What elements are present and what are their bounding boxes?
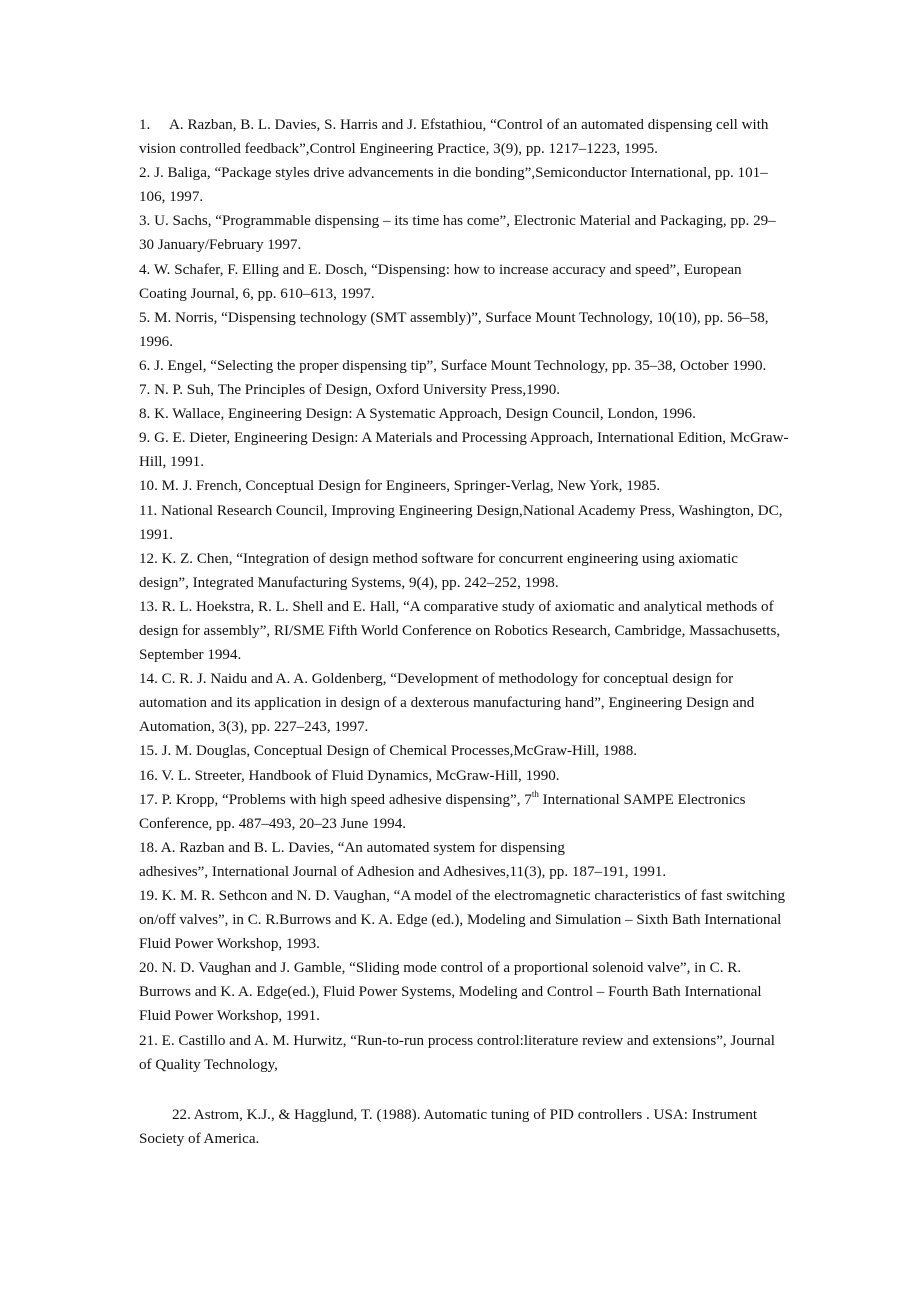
- paragraph-gap: [139, 1077, 789, 1103]
- reference-item: 13. R. L. Hoekstra, R. L. Shell and E. Hall, “A comparative study of axiomatic and analytical methods of design for assembly”, RI/SME Fifth World Conference on Robotics Research, Cambridge, Massachusetts, September 1994.: [139, 598, 781, 664]
- reference-item: 16. V. L. Streeter, Handbook of Fluid Dynamics, McGraw-Hill, 1990.: [139, 767, 560, 784]
- reference-item: 2. J. Baliga, “Package styles drive advancements in die bonding”,Semiconductor International, pp. 101–106, 1997.: [139, 165, 768, 206]
- reference-item: 14. C. R. J. Naidu and A. A. Goldenberg, “Development of methodology for conceptual design for automation and its application in design of a dexterous manufacturing hand”, Engineering Design and Automation, 3(3), pp. 227–243, 1997.: [139, 671, 755, 736]
- reference-item: [139, 788, 789, 836]
- reference-item: 3. U. Sachs, “Programmable dispensing – its time has come”, Electronic Material and Packaging, pp. 29–30 January/February 1997.: [139, 213, 776, 254]
- reference-item: 6. J. Engel, “Selecting the proper dispensing tip”, Surface Mount Technology, pp. 35–38, October 1990.: [139, 357, 767, 374]
- reference-item: 15. J. M. Douglas, Conceptual Design of Chemical Processes,McGraw-Hill, 1988.: [139, 743, 638, 760]
- reference-number: 1.: [139, 117, 151, 133]
- reference-item: 12. K. Z. Chen, “Integration of design method software for concurrent engineering using axiomatic design”, Integrated Manufacturing Systems, 9(4), pp. 242–252, 1998.: [139, 550, 738, 591]
- reference-item: 7. N. P. Suh, The Principles of Design, Oxford University Press,1990.: [139, 382, 561, 399]
- reference-item: 18. A. Razban and B. L. Davies, “An automated system for dispensing: [139, 839, 565, 856]
- reference-item: 22. Astrom, K.J., & Hagglund, T. (1988). Automatic tuning of PID controllers . USA: Instrument Society of America.: [139, 1106, 758, 1147]
- reference-item: 10. M. J. French, Conceptual Design for Engineers, Springer-Verlag, New York, 1985.: [139, 478, 661, 495]
- reference-list: [139, 113, 789, 1151]
- reference-item: 5. M. Norris, “Dispensing technology (SMT assembly)”, Surface Mount Technology, 10(10), pp. 56–58, 1996.: [139, 309, 769, 350]
- reference-item: 8. K. Wallace, Engineering Design: A Systematic Approach, Design Council, London, 1996.: [139, 406, 696, 423]
- reference-item: [139, 113, 789, 161]
- ordinal-suffix: th: [531, 788, 539, 799]
- reference-item: 19. K. M. R. Sethcon and N. D. Vaughan, “A model of the electromagnetic characteristics of fast switching on/off valves”, in C. R.Burrows and K. A. Edge (ed.), Modeling and Simulation – Sixth Bath International Fluid Power Workshop, 1993.: [139, 888, 786, 953]
- reference-item: 9. G. E. Dieter, Engineering Design: A Materials and Processing Approach, International Edition, McGraw-Hill, 1991.: [139, 430, 789, 471]
- reference-text: 17. P. Kropp, “Problems with high speed adhesive dispensing”, 7: [139, 791, 532, 808]
- reference-item: 11. National Research Council, Improving Engineering Design,National Academy Press, Washington, DC, 1991.: [139, 502, 783, 543]
- reference-item: 21. E. Castillo and A. M. Hurwitz, “Run-to-run process control:literature review and extensions”, Journal of Quality Technology,: [139, 1032, 775, 1073]
- reference-text: A. Razban, B. L. Davies, S. Harris and J. Efstathiou, “Control of an automated dispensing cell with vision controlled feedback”,Control Engineering Practice, 3(9), pp. 1217–1223, 1995.: [139, 117, 769, 158]
- reference-item: 20. N. D. Vaughan and J. Gamble, “Sliding mode control of a proportional solenoid valve”, in C. R. Burrows and K. A. Edge(ed.), Fluid Power Systems, Modeling and Control – Fourth Bath International Fluid Power Workshop, 1991.: [139, 960, 762, 1025]
- reference-item: 4. W. Schafer, F. Elling and E. Dosch, “Dispensing: how to increase accuracy and speed”, European Coating Journal, 6, pp. 610–613, 1997.: [139, 261, 742, 302]
- reference-item-continuation: adhesives”, International Journal of Adhesion and Adhesives,11(3), pp. 187–191, 1991.: [139, 863, 667, 880]
- reference-text: International SAMPE Electronics Conference, pp. 487–493, 20–23 June 1994.: [139, 791, 746, 832]
